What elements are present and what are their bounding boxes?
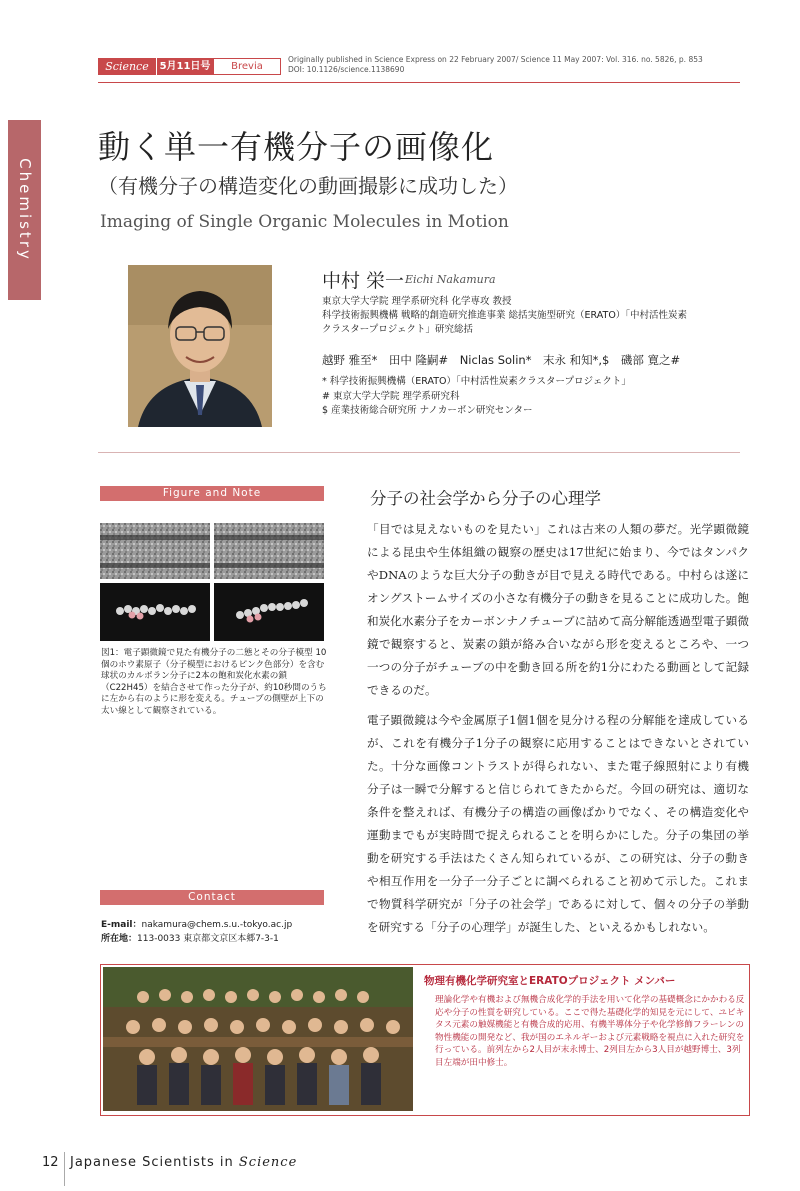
footer-publication [70,1155,297,1170]
article-body [367,518,749,946]
coauthor-affiliations [322,375,742,419]
coauthor-affiliation-line: * 科学技術振興機構（ERATO）「中村活性炭素クラスタープロジェクト」 [322,376,631,387]
article-type: Brevia [213,58,281,75]
section-title: 分子の社会学から分子の心理学 [370,489,601,508]
figure-image [100,523,324,641]
contact-section-header: Contact [100,890,324,905]
email-label: E-mail： [101,920,142,930]
lab-group-photo [103,967,413,1111]
category-tab-label: Chemistry [15,158,34,262]
footer-label: Japanese Scientists in [70,1155,239,1170]
section-divider [98,452,740,453]
contact-info [101,918,327,946]
page-title: 動く単一有機分子の画像化 [98,128,495,166]
coauthor-affiliation-line: $ 産業技術総合研究所 ナノカーボン研究センター [322,405,533,416]
lab-title: 物理有機化学研究室とERATOプロジェクト メンバー [424,975,676,987]
doi-line: DOI: 10.1126/science.1138690 [288,65,405,74]
address-row [101,932,327,946]
author-name: 中村 栄一 [322,270,405,292]
author-romaji: Eichi Nakamura [405,273,496,286]
coauthor-list: 越野 雅至* 田中 隆嗣# Niclas Solin* 末永 和知*,$ 磯部 寛之# [322,353,681,367]
header-divider [98,82,740,83]
issue-date: 5月11日号 [156,58,213,75]
affiliation-line: 科学技術振興機構 戦略的創造研究推進事業 総括実施型研究（ERATO）「中村活性炭素 [322,310,688,321]
publication-meta [288,55,748,75]
body-paragraph: 「目では見えないものを見たい」これは古来の人類の夢だ。光学顕微鏡による昆虫や生体組織の観察の歴史は17世紀に始まり、今ではタンパクやDNAのような巨大分子の動きが目で見える時代である。中村らは遂にオングストームサイズの小さな有機分子の動きを見ることに成功した。飽和炭化水素分子をカーボンナノチューブに詰めて高分解能透過型電子顕微鏡で観察すると、炭素の鎖が絡み合いながら形を変えるところや、一つ一つの分子がチューブの中を動き回る所を約1分にわたる動画として記録できるのだ。 [367,522,749,697]
figure-micrographs [100,523,324,641]
address-label: 所在地： [101,934,138,944]
footer-divider [64,1152,65,1186]
publication-line: Originally published in Science Express on 22 February 2007/ Science 11 May 2007: Vol. 316. no. 5826, p. 853 [288,55,703,64]
email-row [101,918,327,932]
figure-caption: 図1：電子顕微鏡で見た有機分子の二態とその分子模型 10個のホウ素原子（分子模型におけるピンク色部分）を含む球状のカルボラン分子に2本の飽和炭化水素の鎖（C22H45）を結合させて作った分子が、約10秒間のうちに左から右のように形を変える。チューブの側壁が上下の太い線として観察されている。 [101,648,327,716]
lab-description: 理論化学や有機および無機合成化学的手法を用いて化学の基礎概念にかかわる反応や分子の性質を研究している。ここで得た基礎化学的知見を元にして、ユビキタス元素の触媒機能と有機合成的応用、有機半導体分子や化学修飾フラーレンの物性機能の開発など、我が国のエネルギーおよび元素戦略を視点に入れた研究を行っている。前列左から2人目が末永博士、2列目左から3人目が越野博士、3列目左端が田中修士。 [435,995,745,1068]
english-title: Imaging of Single Organic Molecules in Motion [100,212,509,232]
affiliation-line: 東京大学大学院 理学系研究科 化学専攻 教授 [322,296,512,307]
body-paragraph: 電子顕微鏡は今や金属原子1個1個を見分ける程の分解能を達成しているが、これを有機分子1分子の観察に応用することはできないとされていた。十分な画像コントラストが得られない、また電子線照射により有機分子は一瞬で分解すると信じられてきたからだ。今回の研究は、適切な条件を整えれば、有機分子の構造の画像ばかりでなく、その構造変化や運動までもが実時間で捉えられることを明らかにした。分子の集団の挙動を研究する手法はたくさん知られているが、この研究は、分子の動きや相互作用を一分子一分子ごとに調べられること初めて示した。これまで物質科学研究が「分子の社会学」であるに対して、個々の分子の挙動を研究する「分子の心理学」が誕生した、といえるかもしれない。 [367,713,749,934]
group-photo-illustration [103,967,413,1111]
coauthor-affiliation-line: # 東京大学大学院 理学系研究科 [322,390,460,402]
affiliation-line: クラスタープロジェクト」研究総括 [322,324,474,335]
category-tab-label-wrap [8,120,41,300]
email-link[interactable]: nakamura@chem.s.u.-tokyo.ac.jp [141,920,293,930]
footer-journal: Science [238,1155,298,1170]
figure-section-header: Figure and Note [100,486,324,501]
page-number: 12 [42,1155,59,1170]
journal-label: Science [98,58,156,75]
author-portrait [128,265,272,427]
address-value: 113-0033 東京都文京区本郷7-3-1 [137,934,279,944]
author-affiliation [322,295,742,337]
portrait-illustration [128,265,272,427]
page-subtitle: （有機分子の構造変化の動画撮影に成功した） [98,174,518,198]
